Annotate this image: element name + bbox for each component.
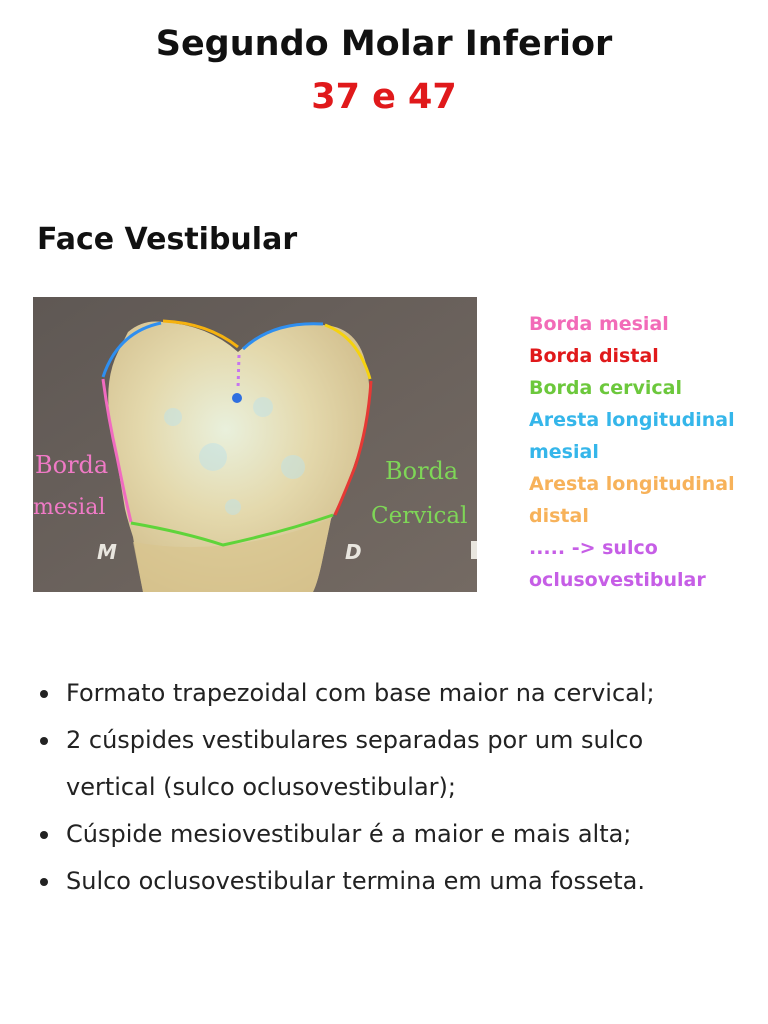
- legend-borda-mesial: Borda mesial: [529, 313, 669, 335]
- figure-label-borda-cervical-2: Cervical: [371, 503, 468, 529]
- tooth-numbers: 37 e 47: [311, 77, 457, 117]
- legend-sulco: ..... -> sulco oclusovestibular: [529, 537, 706, 591]
- legend-aresta-distal: Aresta longitudinal distal: [529, 473, 735, 527]
- figure-label-borda-cervical-1: Borda: [385, 457, 459, 485]
- figure-label-borda-mesial-1: Borda: [35, 451, 109, 479]
- list-item: Cúspide mesiovestibular é a maior e mais alta;: [38, 811, 738, 858]
- legend-borda-distal: Borda distal: [529, 345, 659, 367]
- figure-letter-m: M: [97, 540, 117, 564]
- figure-label-borda-mesial-2: mesial: [33, 495, 106, 520]
- list-item: Sulco oclusovestibular termina em uma fosseta.: [38, 858, 738, 905]
- tooth-illustration: [33, 297, 477, 592]
- characteristics-list: [38, 670, 738, 905]
- tooth-photo: [33, 297, 477, 592]
- list-item: 2 cúspides vestibulares separadas por um sulco vertical (sulco oclusovestibular);: [38, 717, 738, 811]
- legend-aresta-mesial: Aresta longitudinal mesial: [529, 409, 735, 463]
- list-item: Formato trapezoidal com base maior na cervical;: [38, 670, 738, 717]
- page-title: Segundo Molar Inferior: [155, 24, 613, 64]
- legend-borda-cervical: Borda cervical: [529, 377, 682, 399]
- figure-letter-d: D: [345, 540, 362, 564]
- section-title: Face Vestibular: [37, 222, 298, 257]
- legend: [529, 308, 754, 596]
